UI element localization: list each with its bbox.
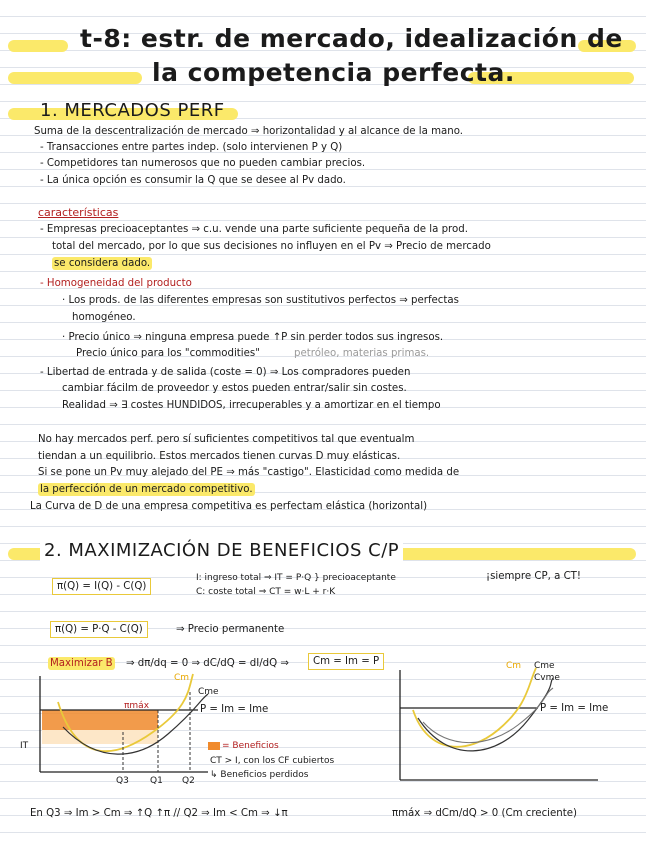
para-line3: Si se pone un Pv muy alejado del PE ⇒ más "castigo". Elasticidad como medida de (38, 467, 460, 478)
c2-line1: · Los prods. de las diferentes empresas son sustitutivos perfectos ⇒ perfectas (62, 295, 459, 306)
para-line2: tiendan a un equilibrio. Estos mercados tienen curvas D muy elásticas. (38, 451, 401, 462)
section1-heading: 1. MERCADOS PERF (40, 100, 225, 121)
cost-area (42, 730, 158, 744)
graph1-price-line: P = Im = Ime (200, 704, 269, 715)
c2-line3: · Precio único ⇒ ninguna empresa puede ↑P sin perder todos sus ingresos. (62, 332, 444, 343)
page-subtitle: la competencia perfecta. (152, 58, 515, 87)
legend-cost: CT > I, con los CF cubiertos (210, 756, 335, 766)
graph1-q2: Q2 (182, 776, 195, 786)
graph1-it: IT (20, 741, 29, 751)
formula-profit: π(Q) = I(Q) - C(Q) (52, 578, 151, 595)
cme-curve (418, 678, 553, 751)
cvme-curve (423, 688, 553, 743)
para-line4: la perfección de un mercado competitivo. (40, 484, 253, 495)
c3-line2: cambiar fácilm de proveedor y estos pueden entrar/salir sin costes. (62, 383, 407, 394)
bullet-2: - Competidores tan numerosos que no pueden cambiar precios. (40, 158, 366, 169)
formula-price-note: ⇒ Precio permanente (176, 624, 285, 635)
graph1-q1: Q1 (150, 776, 163, 786)
caracteristicas-heading: características (38, 206, 119, 219)
maximize-label: Maximizar B (50, 658, 113, 669)
graph1-cm: Cm (174, 673, 190, 683)
formula-profit-price: π(Q) = P·Q - C(Q) (50, 621, 148, 638)
subtitle-highlight-left (8, 72, 142, 84)
c1-line3: se considera dado. (54, 258, 151, 269)
profit-area (42, 710, 158, 730)
graph1-pimax: πmáx (124, 701, 150, 711)
formula-note-cost: C: coste total ⇒ CT = w·L + r·K (196, 587, 336, 597)
c2-label: - Homogeneidad del producto (40, 278, 192, 289)
maximize-box: Cm = Im = P (308, 653, 384, 670)
section1-intro: Suma de la descentralización de mercado ⇒ horizontalidad y al alcance de la mano. (34, 126, 464, 137)
maximize-equation: ⇒ dπ/dq = 0 ⇒ dC/dQ = dI/dQ ⇒ (126, 658, 289, 669)
c2-line2: homogéneo. (72, 312, 136, 323)
section2-heading: 2. MAXIMIZACIÓN DE BENEFICIOS C/P (40, 540, 403, 561)
formula-note-income: I: ingreso total ⇒ IT = P·Q } precioaceptante (196, 573, 396, 583)
bottom-note-right: πmáx ⇒ dCm/dQ > 0 (Cm creciente) (392, 808, 577, 819)
legend-lost: ↳ Beneficios perdidos (210, 770, 309, 780)
graph1-q3: Q3 (116, 776, 129, 786)
c2-line4b: petróleo, materias primas. (294, 348, 430, 359)
bullet-1: - Transacciones entre partes indep. (solo intervienen P y Q) (40, 142, 343, 153)
c1-line2: total del mercado, por lo que sus decisiones no influyen en el Pv ⇒ Precio de mercado (52, 241, 491, 252)
c3-line3: Realidad ⇒ ∃ costes HUNDIDOS, irrecuperables y a amortizar en el tiempo (62, 400, 441, 411)
cost-graph (388, 660, 638, 790)
legend-profit: = Beneficios (222, 741, 279, 751)
formula-note-cp: ¡siempre CP, a CT! (486, 571, 581, 582)
bullet-3: - La única opción es consumir la Q que se desee al Pv dado. (40, 175, 346, 186)
page-title: t-8: estr. de mercado, idealización de (80, 24, 623, 53)
c1-line1: - Empresas precioaceptantes ⇒ c.u. vende una parte suficiente pequeña de la prod. (40, 224, 468, 235)
graph2-cme: Cme (534, 661, 555, 671)
para-line5: La Curva de D de una empresa competitiva es perfectam elástica (horizontal) (30, 501, 428, 512)
graph1-cme: Cme (198, 687, 219, 697)
graph2-cvme: Cvme (534, 673, 560, 683)
c2-line4a: Precio único para los "commodities" (76, 348, 260, 359)
graph2-cm: Cm (506, 661, 522, 671)
bottom-note-left: En Q3 ⇒ Im > Cm ⇒ ↑Q ↑π // Q2 ⇒ Im < Cm ⇒ ↓π (30, 808, 288, 819)
legend-swatch (208, 742, 220, 750)
para-line1: No hay mercados perf. pero sí suficientes competitivos tal que eventualm (38, 434, 415, 445)
c3-line1: - Libertad de entrada y de salida (coste = 0) ⇒ Los compradores pueden (40, 367, 411, 378)
graph2-price-line: P = Im = Ime (540, 703, 609, 714)
title-highlight-left (8, 40, 68, 52)
